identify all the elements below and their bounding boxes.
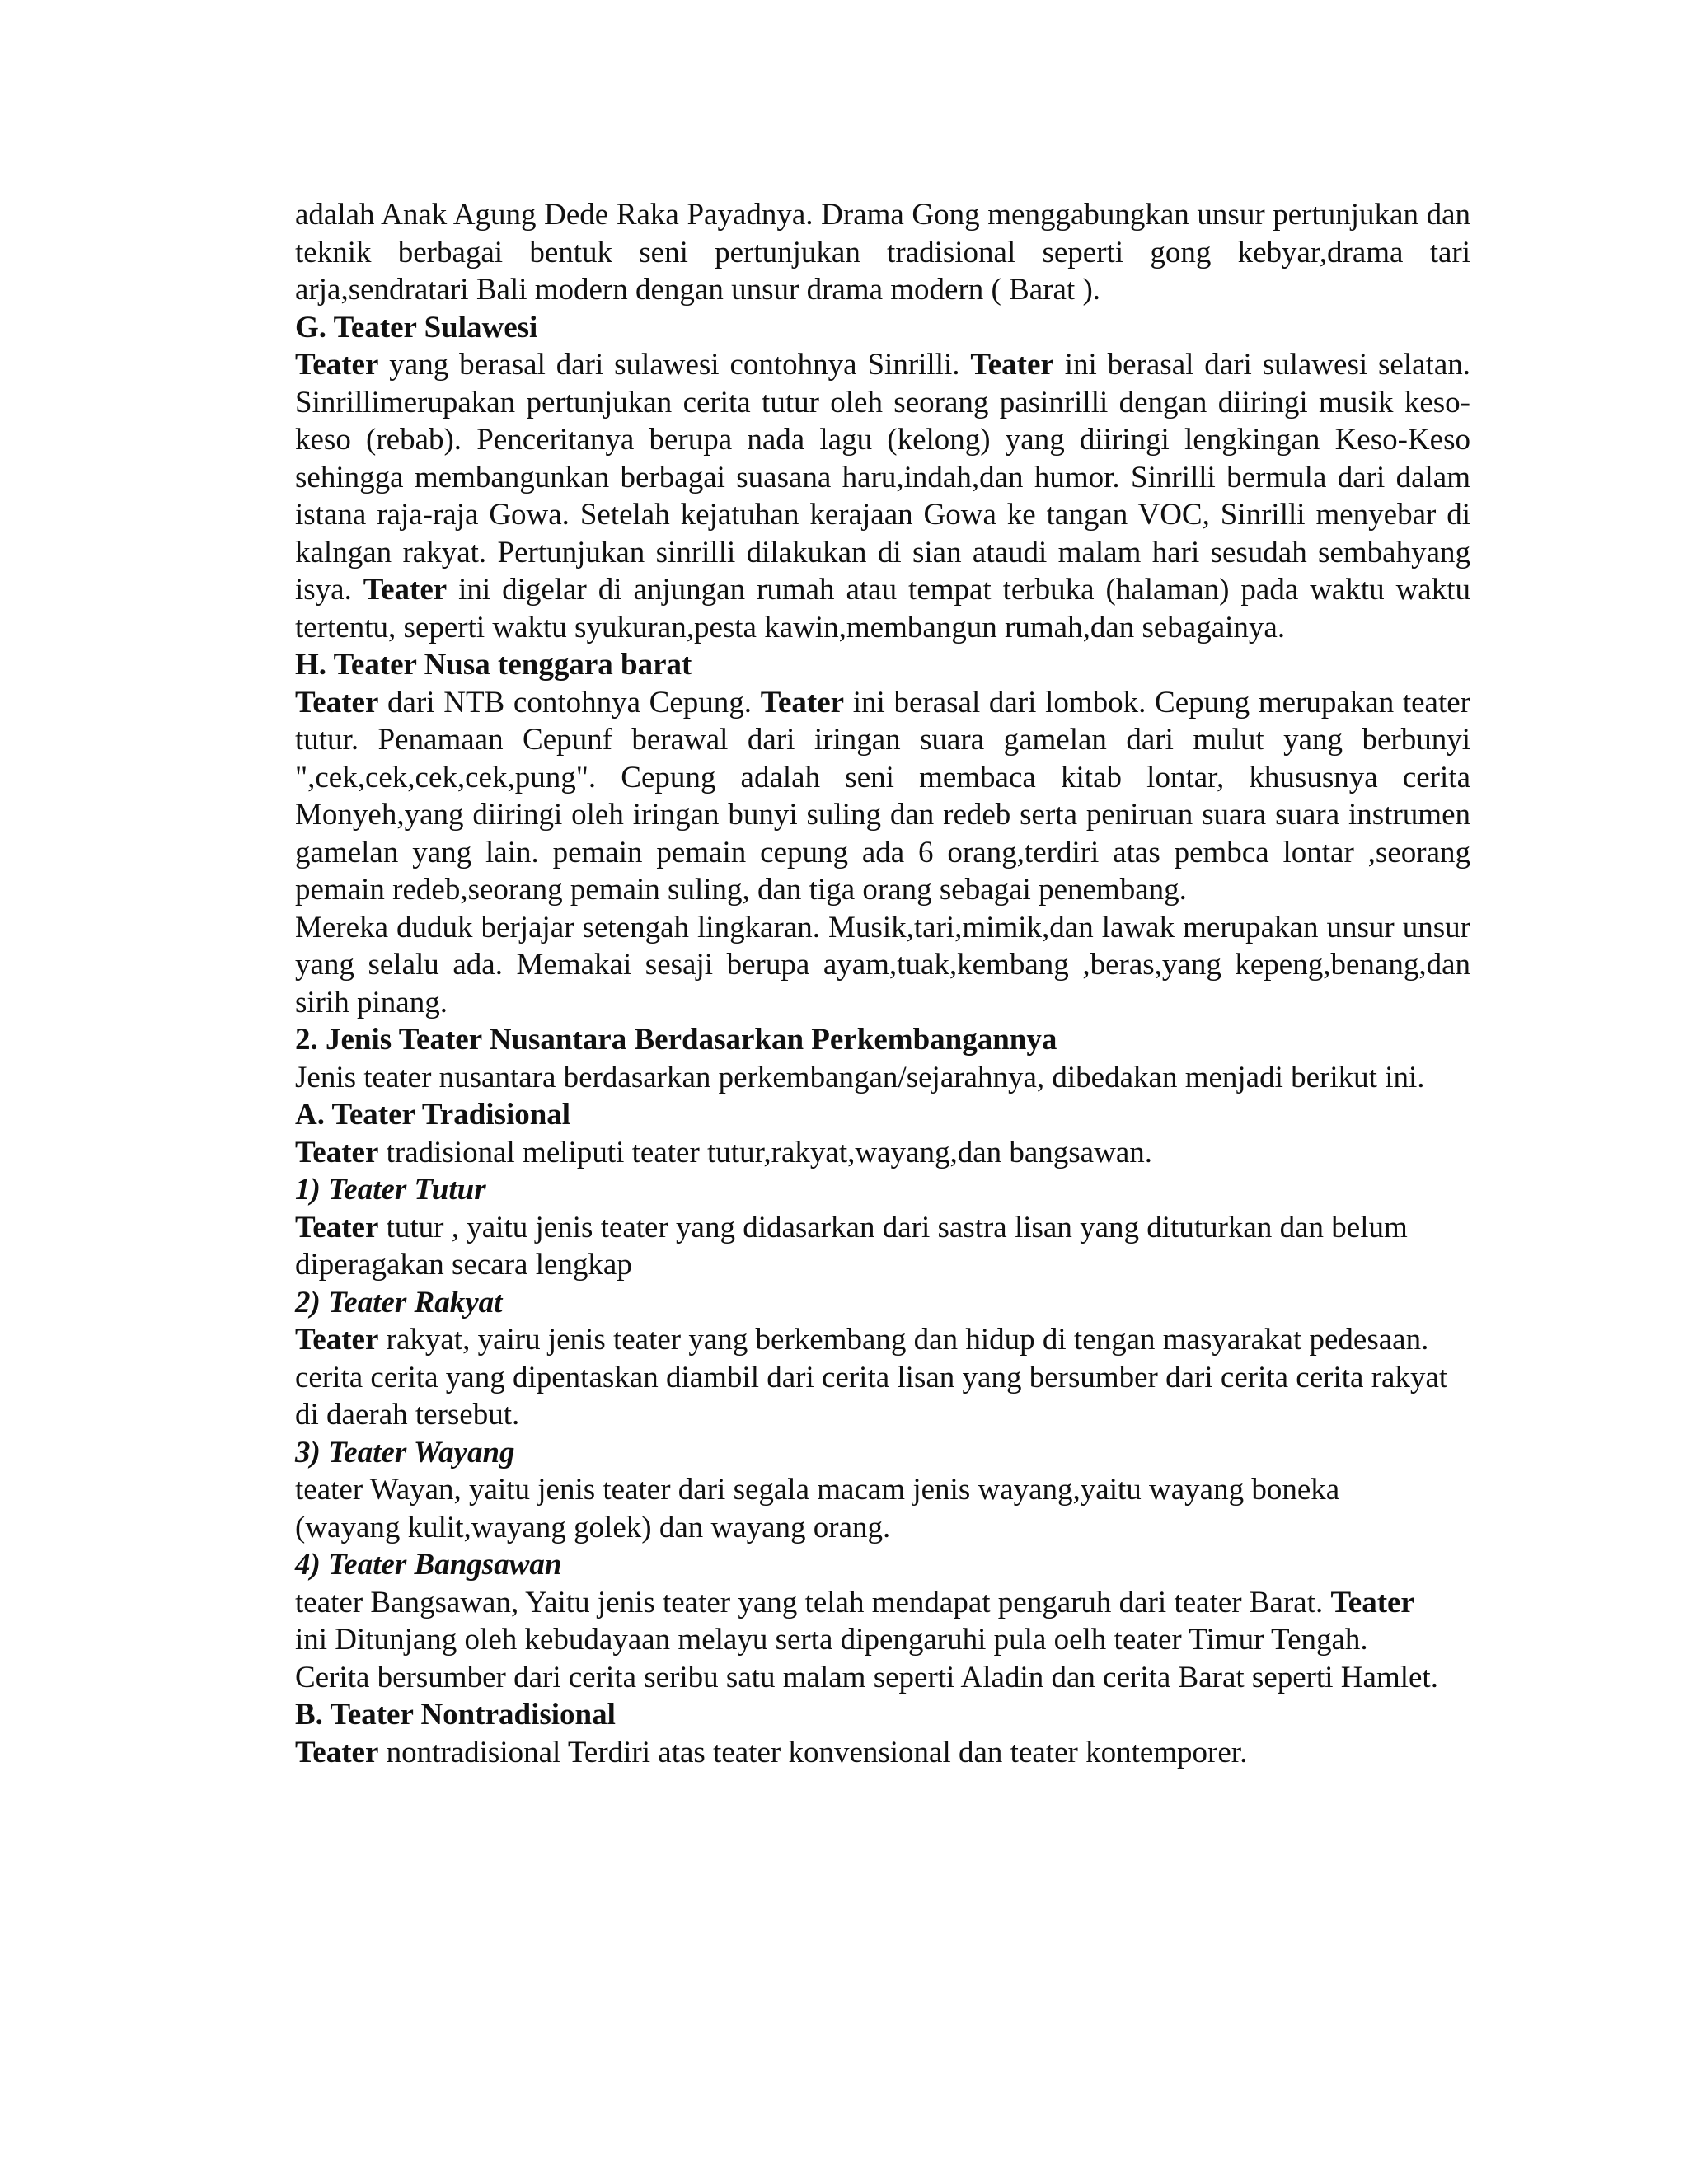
heading-teater-wayang: 3) Teater Wayang [295, 1435, 515, 1469]
heading-teater-bangsawan: 4) Teater Bangsawan [295, 1548, 562, 1582]
para-teater-tradisional: Teater tradisional meliputi teater tutur,rakyat,wayang,dan bangsawan. [295, 1135, 1152, 1169]
para-teater-bangsawan: teater Bangsawan, Yaitu jenis teater yang telah mendapat pengaruh dari teater Barat. Teater ini Ditunjang oleh kebudayaan melayu serta dipengaruhi pula oelh teater Timur Tengah. Cerita bersumber dari cerita seribu satu malam seperti Aladin dan cerita Barat seperti Hamlet. [295, 1585, 1438, 1694]
para-jenis-teater: Jenis teater nusantara berdasarkan perkembangan/sejarahnya, dibedakan menjadi berikut ini. [295, 1060, 1425, 1094]
para-teater-sulawesi: Teater yang berasal dari sulawesi contohnya Sinrilli. Teater ini berasal dari sulawesi selatan. Sinrillimerupakan pertunjukan cerita tutur oleh seorang pasinrilli dengan diiringi musik keso-keso (rebab). Penceritanya berupa nada lagu (kelong) yang diiringi lengkingan Keso-Keso sehingga membangunkan berbagai suasana haru,indah,dan humor. Sinrilli bermula dari dalam istana raja-raja Gowa. Setelah kejatuhan kerajaan Gowa ke tangan VOC, Sinrilli menyebar di kalngan rakyat. Pertunjukan sinrilli dilakukan di sian ataudi malam hari sesudah sembahyang isya. Teater ini digelar di anjungan rumah atau tempat terbuka (halaman) pada waktu waktu tertentu, seperti waktu syukuran,pesta kawin,membangun rumah,dan sebagainya. [295, 348, 1470, 644]
para-teater-wayang: teater Wayan, yaitu jenis teater dari segala macam jenis wayang,yaitu wayang boneka (wayang kulit,wayang golek) dan wayang orang. [295, 1473, 1340, 1544]
heading-teater-tutur: 1) Teater Tutur [295, 1173, 486, 1207]
para-teater-tutur: Teater tutur , yaitu jenis teater yang didasarkan dari sastra lisan yang dituturkan dan belum diperagakan secara lengkap [295, 1210, 1408, 1282]
heading-jenis-teater: 2. Jenis Teater Nusantara Berdasarkan Perkembangannya [295, 1023, 1057, 1057]
heading-teater-sulawesi: G. Teater Sulawesi [295, 310, 538, 344]
heading-teater-rakyat: 2) Teater Rakyat [295, 1285, 503, 1319]
para-teater-rakyat: Teater rakyat, yairu jenis teater yang berkembang dan hidup di tengan masyarakat pedesaan. cerita cerita yang dipentaskan diambil dari cerita lisan yang bersumber dari cerita cerita rakyat di daerah tersebut. [295, 1323, 1448, 1432]
document-page [295, 196, 1470, 1771]
heading-teater-ntb: H. Teater Nusa tenggara barat [295, 648, 692, 682]
heading-teater-tradisional: A. Teater Tradisional [295, 1098, 571, 1132]
para-drama-gong: adalah Anak Agung Dede Raka Payadnya. Drama Gong menggabungkan unsur pertunjukan dan teknik berbagai bentuk seni pertunjukan tradisional seperti gong kebyar,drama tari arja,sendratari Bali modern dengan unsur drama modern ( Barat ). [295, 198, 1470, 307]
para-teater-ntb: Teater dari NTB contohnya Cepung. Teater ini berasal dari lombok. Cepung merupakan teater tutur. Penamaan Cepunf berawal dari iringan suara gamelan dari mulut yang berbunyi ",cek,cek,cek,cek,pung". Cepung adalah seni membaca kitab lontar, khususnya cerita Monyeh,yang diiringi oleh iringan bunyi suling dan redeb serta peniruan suara suara instrumen gamelan yang lain. pemain pemain cepung ada 6 orang,terdiri atas pembca lontar ,seorang pemain redeb,seorang pemain suling, dan tiga orang sebagai penembang. [295, 685, 1471, 907]
para-teater-ntb-2: Mereka duduk berjajar setengah lingkaran. Musik,tari,mimik,dan lawak merupakan unsur unsur yang selalu ada. Memakai sesaji berupa ayam,tuak,kembang ,beras,yang kepeng,benang,dan sirih pinang. [295, 910, 1470, 1019]
para-teater-nontradisional: Teater nontradisional Terdiri atas teater konvensional dan teater kontemporer. [295, 1735, 1248, 1769]
heading-teater-nontradisional: B. Teater Nontradisional [295, 1698, 616, 1732]
